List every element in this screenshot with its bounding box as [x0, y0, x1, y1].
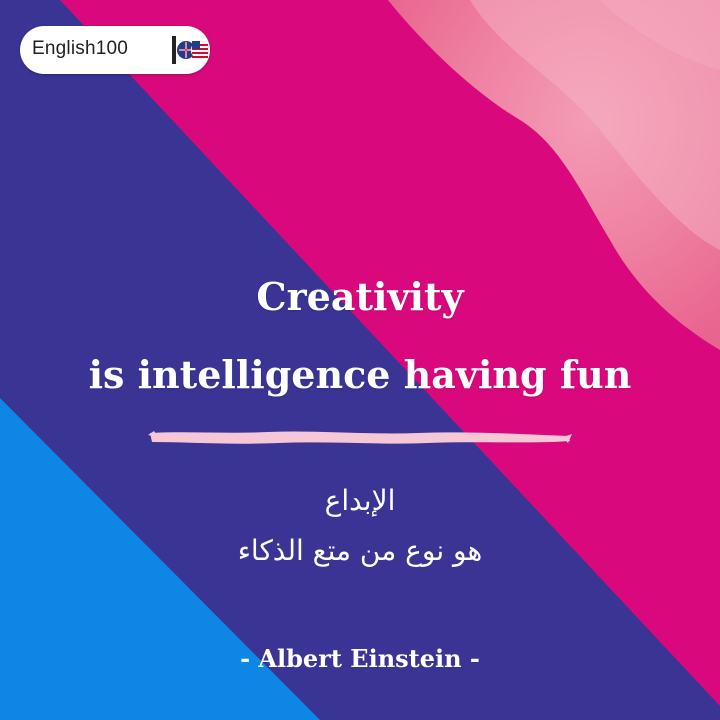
logo-text: English100	[32, 38, 129, 59]
arabic-line-2: هو نوع من متع الذكاء	[237, 534, 483, 567]
quote-line-1: Creativity	[256, 274, 464, 319]
brush-stroke-divider	[148, 425, 573, 449]
quote-line-2: is intelligence having fun	[88, 352, 632, 397]
author-attribution: - Albert Einstein -	[240, 644, 480, 673]
english100-logo[interactable]	[20, 26, 210, 74]
flags-logo-icon	[170, 32, 212, 68]
arabic-line-1: الإبداع	[324, 484, 396, 517]
